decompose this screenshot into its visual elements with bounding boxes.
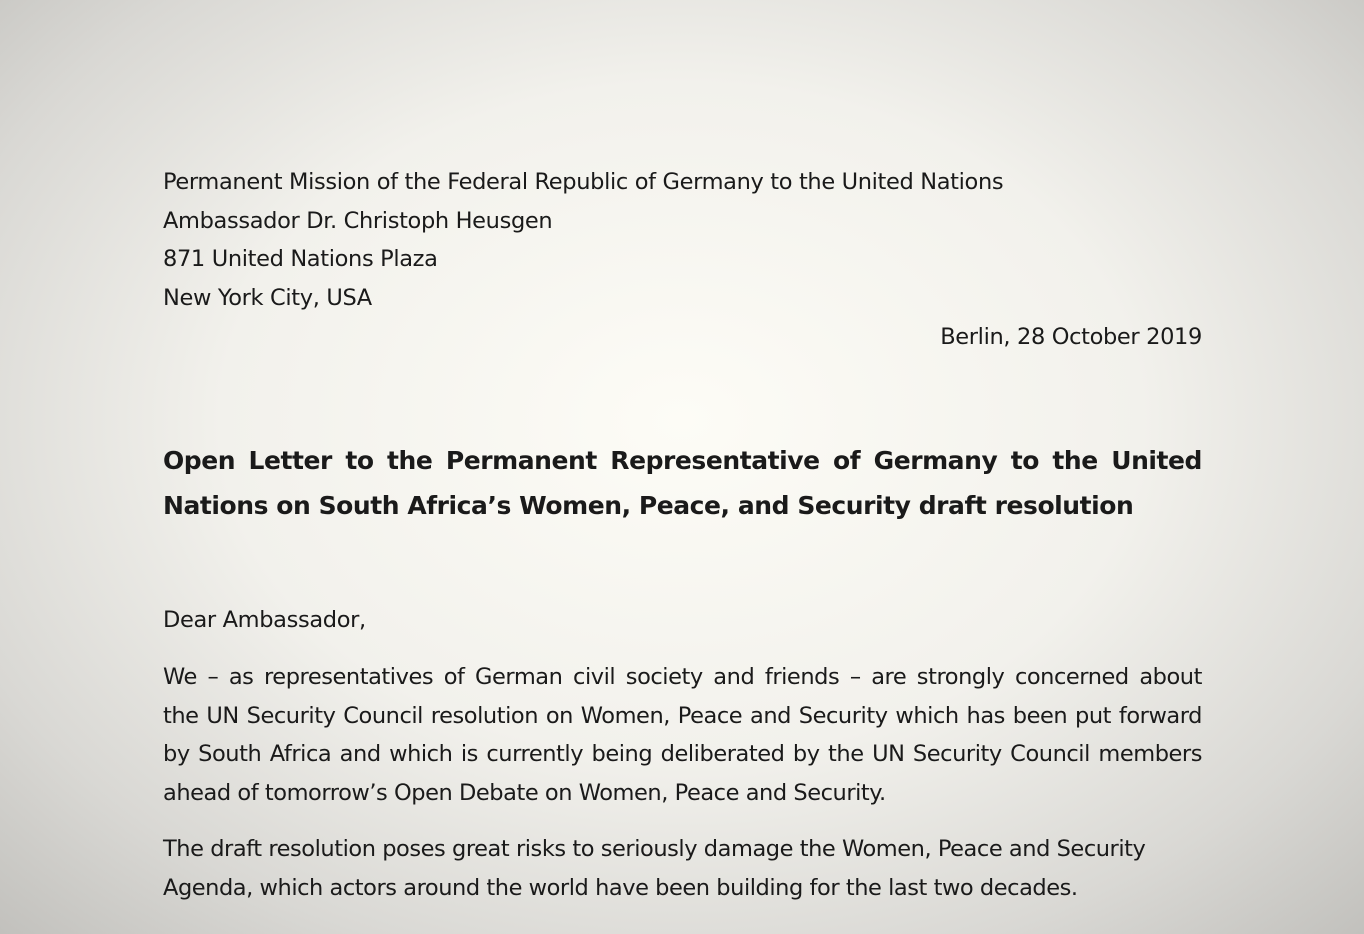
letter-title — [163, 438, 1202, 528]
letter-page — [163, 0, 1202, 934]
letter-title-line-1: Open Letter to the Permanent Representative of Germany to the United — [163, 446, 1202, 475]
recipient-address — [163, 163, 1202, 318]
letter-title-line-2: Nations on South Africa’s Women, Peace, and Security draft resolution — [163, 491, 1134, 520]
body-paragraph-1 — [163, 658, 1202, 812]
paragraph-2-line-2: Agenda, which actors around the world have been building for the last two decades. — [163, 874, 1078, 901]
recipient-line-ambassador: Ambassador Dr. Christoph Heusgen — [163, 207, 553, 234]
paragraph-1-line-2: the UN Security Council resolution on Women, Peace and Security which has been put forward — [163, 702, 1202, 729]
paragraph-1-line-4: ahead of tomorrow’s Open Debate on Women, Peace and Security. — [163, 779, 886, 806]
salutation: Dear Ambassador, — [163, 607, 366, 633]
recipient-line-city: New York City, USA — [163, 285, 372, 312]
body-paragraph-2 — [163, 830, 1202, 907]
recipient-line-mission: Permanent Mission of the Federal Republic of Germany to the United Nations — [163, 169, 1004, 195]
paragraph-1-line-3: by South Africa and which is currently being deliberated by the UN Security Council members — [163, 741, 1202, 767]
paragraph-1-line-1: We – as representatives of German civil society and friends – are strongly concerned about — [163, 664, 1202, 690]
letter-date: Berlin, 28 October 2019 — [940, 324, 1202, 350]
paragraph-2-line-1: The draft resolution poses great risks to seriously damage the Women, Peace and Security — [163, 836, 1146, 862]
recipient-line-street: 871 United Nations Plaza — [163, 246, 438, 273]
